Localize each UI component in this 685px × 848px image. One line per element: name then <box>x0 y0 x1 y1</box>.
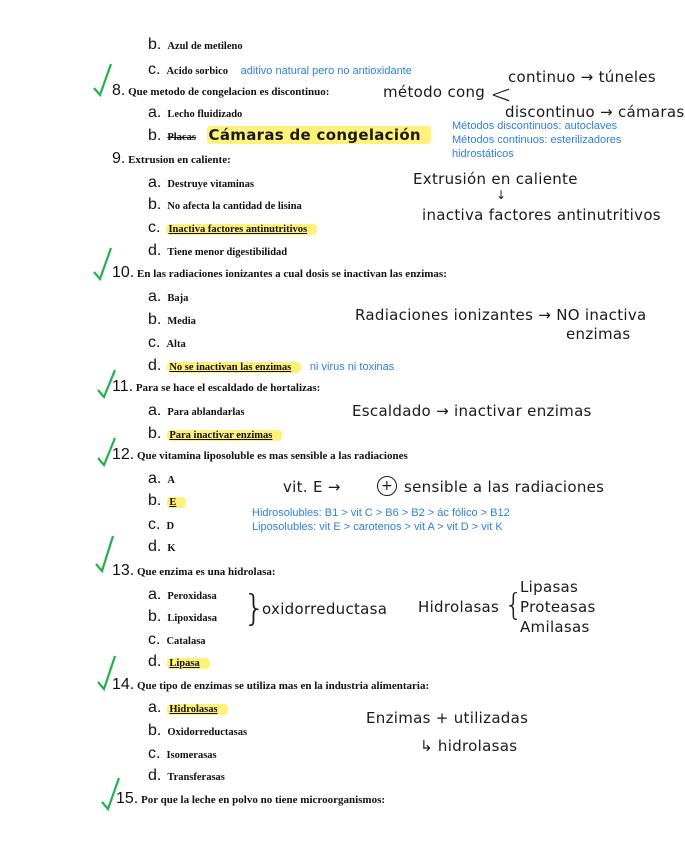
option-13d: d. Lipasa <box>148 653 210 671</box>
blue-note: Métodos discontinuos: autoclaves <box>452 120 618 132</box>
question-12: 12. Que vitamina liposoluble es mas sensible a las radiaciones <box>112 446 408 463</box>
brace-icon: < <box>490 80 513 110</box>
option-9a: a. Destruye vitaminas <box>148 174 254 191</box>
option-14c: c. Isomerasas <box>148 745 217 762</box>
option-14d: d. Transferasas <box>148 767 225 784</box>
option-8b: b. Placas Cámaras de congelación <box>148 126 431 145</box>
handwritten-continuo: continuo → túneles <box>508 68 657 86</box>
question-9: 9. Extrusion en caliente: <box>112 150 231 167</box>
option-14b: b. Oxidorreductasas <box>148 722 248 739</box>
question-10: 10. En las radiaciones ionizantes a cual dosis se inactivan las enzimas: <box>112 264 447 281</box>
handwritten-enzimas: enzimas <box>566 325 631 343</box>
option-12d: d. K <box>148 538 176 555</box>
handwritten-discontinuo: discontinuo → cámaras <box>505 103 685 121</box>
option-13c: c. Catalasa <box>148 631 206 648</box>
option-13a: a. Peroxidasa <box>148 586 217 603</box>
brace-icon: } <box>243 588 267 629</box>
question-8: 8. Que metodo de congelacion es discontinuo: <box>112 82 330 99</box>
handwritten-escaldado: Escaldado → inactivar enzimas <box>352 402 592 420</box>
blue-note: ni virus ni toxinas <box>309 361 395 373</box>
question-11: 11. Para se hace el escaldado de hortalizas: <box>112 378 321 395</box>
handwritten-camaras: Cámaras de congelación <box>207 126 431 144</box>
option-10a: a. Baja <box>148 288 189 305</box>
handwritten-amilasas: Amilasas <box>520 618 590 636</box>
option-10d: d. No se inactivan las enzimas ni virus ni toxinas <box>148 357 395 374</box>
option-11b: b. Para inactivar enzimas <box>148 425 282 443</box>
handwritten-lipasas: Lipasas <box>520 578 579 596</box>
handwritten-vitE: vit. E → <box>283 478 341 496</box>
arrow-down-icon: ↓ <box>496 188 507 202</box>
handwritten-hidrolasas: Hidrolasas <box>418 598 500 616</box>
plus-circle-icon: + <box>377 476 397 496</box>
handwritten-radiaciones: Radiaciones ionizantes → NO inactiva <box>355 306 647 324</box>
option-12b: b. E <box>148 492 186 510</box>
handwritten-sensible: sensible a las radiaciones <box>404 478 605 496</box>
blue-note: aditivo natural pero no antioxidante <box>240 65 412 77</box>
brace-icon: { <box>504 588 524 623</box>
handwritten-metodo: método cong <box>383 83 486 101</box>
option-10b: b. Media <box>148 311 196 328</box>
option-9d: d. Tiene menor digestibilidad <box>148 242 288 259</box>
option-12c: c. D <box>148 516 175 533</box>
option-14a: a. Hidrolasas <box>148 699 228 717</box>
check-icon <box>92 62 114 98</box>
handwritten-enzimas-mas: Enzimas + utilizadas <box>366 709 529 727</box>
check-icon <box>92 246 114 282</box>
blue-note: Métodos continuos: esterilizadores <box>452 134 622 146</box>
question-13: 13. Que enzima es una hidrolasa: <box>112 562 276 579</box>
option-b-azul: b. Azul de metileno <box>148 36 243 53</box>
handwritten-proteasas: Proteasas <box>520 598 596 616</box>
option-13b: b. Lipoxidasa <box>148 608 217 625</box>
question-14: 14. Que tipo de enzimas se utiliza mas en la industria alimentaria: <box>112 676 430 693</box>
handwritten-extrusion: Extrusión en caliente <box>413 170 578 188</box>
blue-note: hidrostáticos <box>452 148 514 160</box>
blue-note: Liposolubles: vit E > carotenos > vit A > vit D > vit K <box>252 521 503 533</box>
option-9c: c. Inactiva factores antinutritivos <box>148 219 317 237</box>
handwritten-inactiva: inactiva factores antinutritivos <box>422 206 661 224</box>
option-9b: b. No afecta la cantidad de lisina <box>148 196 302 213</box>
option-8a: a. Lecho fluidizado <box>148 104 243 121</box>
option-c-acido: c. Acido sorbico aditivo natural pero no antioxidante <box>148 61 412 78</box>
option-12a: a. A <box>148 470 175 487</box>
blue-note: Hidrosolubles: B1 > vit C > B6 > B2 > ác fólico > B12 <box>252 507 510 519</box>
option-11a: a. Para ablandarlas <box>148 402 245 419</box>
handwritten-arrow-hidrolasas: ↳ hidrolasas <box>420 737 518 755</box>
option-10c: c. Alta <box>148 334 186 351</box>
question-15: 15. Por que la leche en polvo no tiene microorganismos: <box>116 790 386 807</box>
handwritten-oxidorreductasa: oxidorreductasa <box>262 600 388 618</box>
